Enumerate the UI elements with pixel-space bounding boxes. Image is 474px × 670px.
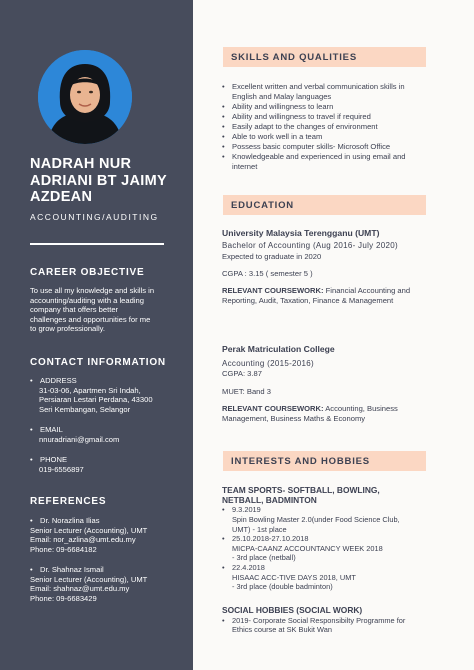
education-heading: EDUCATION bbox=[231, 200, 294, 211]
reference-title: Senior Lecturer (Accounting), UMT bbox=[30, 574, 148, 584]
address-line: Seri Kembangan, Selangor bbox=[39, 404, 131, 414]
education-matriculation bbox=[222, 345, 398, 423]
social-hobbies-heading: SOCIAL HOBBIES (SOCIAL WORK) bbox=[222, 605, 363, 615]
coursework-text: Management, Business Maths & Economy bbox=[222, 413, 366, 423]
coursework-text: Financial Accounting and bbox=[323, 285, 411, 295]
reference-2 bbox=[30, 565, 147, 603]
social-hobbies-list bbox=[222, 616, 405, 635]
name-line: NADRAH NUR bbox=[30, 156, 132, 172]
reference-phone: Phone: 09-6684182 bbox=[30, 544, 97, 554]
text-line: accounting/auditing with a leading bbox=[30, 295, 144, 305]
list-item: • 22.4.2018 bbox=[222, 563, 400, 573]
institution-name: Perak Matriculation College bbox=[222, 344, 335, 354]
bullet-icon: • bbox=[30, 455, 33, 464]
list-item: Ethics course at SK Bukit Wan bbox=[232, 625, 332, 635]
education-umt bbox=[222, 229, 410, 305]
institution-name: University Malaysia Terengganu (UMT) bbox=[222, 228, 380, 238]
reference-phone: Phone: 09-6683429 bbox=[30, 593, 97, 603]
list-item: internet bbox=[232, 162, 258, 171]
reference-email: Email: nor_azlina@umt.edu.my bbox=[30, 535, 136, 545]
coursework-label: RELEVANT COURSEWORK: bbox=[222, 285, 324, 295]
list-item: - 3rd place (double badminton) bbox=[232, 582, 333, 592]
education-heading-bar bbox=[223, 195, 426, 215]
list-item: English and Malay languages bbox=[232, 92, 332, 101]
phone-number: 019-6556897 bbox=[39, 464, 84, 474]
bullet-icon: • bbox=[30, 565, 33, 574]
list-item: • Possess basic computer skills- Microsoft Office bbox=[222, 142, 406, 152]
program-name: Bachelor of Accounting (Aug 2016- July 2020) bbox=[222, 240, 398, 250]
cgpa: CGPA : 3.15 ( semester 5 ) bbox=[222, 269, 313, 279]
reference-name: Dr. Shahnaz Ismail bbox=[40, 565, 104, 574]
list-item: • 9.3.2019 bbox=[222, 505, 400, 515]
list-item: Spin Bowling Master 2.0(under Food Science Club, bbox=[232, 515, 400, 524]
list-item: • Ability and willingness to travel if required bbox=[222, 112, 406, 122]
reference-title: Senior Lecturer (Accounting), UMT bbox=[30, 525, 148, 535]
bullet-icon: • bbox=[30, 376, 33, 385]
contact-phone bbox=[30, 455, 84, 474]
list-item: • Easily adapt to the changes of environment bbox=[222, 122, 406, 132]
coursework-label: RELEVANT COURSEWORK: bbox=[222, 403, 324, 413]
list-item: HISAAC ACC-TIVE DAYS 2018, UMT bbox=[232, 572, 356, 582]
muet: MUET: Band 3 bbox=[222, 387, 271, 397]
skills-heading: SKILLS AND QUALITIES bbox=[231, 52, 357, 63]
profile-photo bbox=[38, 50, 132, 144]
coursework-text: Reporting, Audit, Taxation, Finance & Management bbox=[222, 295, 394, 305]
career-objective-heading: CAREER OBJECTIVE bbox=[30, 267, 145, 278]
list-item: MICPA-CAANZ ACCOUNTANCY WEEK 2018 bbox=[232, 543, 383, 553]
interests-heading-bar bbox=[223, 451, 426, 471]
text-line: company that offers better bbox=[30, 305, 119, 315]
address-label: ADDRESS bbox=[40, 376, 77, 385]
graduation-note: Expected to graduate in 2020 bbox=[222, 252, 322, 262]
list-item: • 25.10.2018-27.10.2018 bbox=[222, 534, 400, 544]
list-item: - 3rd place (netball) bbox=[232, 553, 296, 563]
address-line: 31-03-06, Apartmen Sri Indah, bbox=[39, 385, 141, 395]
phone-label: PHONE bbox=[40, 455, 68, 464]
email-link[interactable]: nnuradriani@gmail.com bbox=[39, 434, 120, 444]
text-line: To use all my knowledge and skills in bbox=[30, 286, 155, 295]
team-sports bbox=[222, 486, 400, 592]
address-line: Persiaran Lestari Perdana, 43300 bbox=[39, 395, 153, 405]
team-sports-heading: TEAM SPORTS- SOFTBALL, BOWLING, bbox=[222, 485, 380, 495]
name-line: ADRIANI BT JAIMY bbox=[30, 172, 167, 189]
team-sports-list bbox=[222, 505, 400, 591]
contact-heading: CONTACT INFORMATION bbox=[30, 357, 166, 368]
list-item: • Ability and willingness to learn bbox=[222, 102, 406, 112]
candidate-name bbox=[30, 156, 190, 206]
skills-list bbox=[222, 82, 406, 172]
name-line: AZDEAN bbox=[30, 189, 93, 205]
divider bbox=[30, 243, 164, 245]
team-sports-heading: NETBALL, BADMINTON bbox=[222, 494, 317, 505]
skills-heading-bar bbox=[223, 47, 426, 67]
contact-address bbox=[30, 376, 153, 414]
contact-email bbox=[30, 425, 119, 444]
references-heading: REFERENCES bbox=[30, 496, 107, 507]
program-name: Accounting (2015-2016) bbox=[222, 358, 314, 368]
list-item: • Able to work well in a team bbox=[222, 132, 406, 142]
reference-name: Dr. Norazlina Ilias bbox=[40, 516, 100, 525]
text-line: to grow professionally. bbox=[30, 324, 105, 334]
reference-1 bbox=[30, 516, 147, 554]
text-line: challenges and opportunities for me bbox=[30, 314, 151, 324]
list-item: UMT) - 1st place bbox=[232, 524, 287, 534]
cgpa: CGPA: 3.87 bbox=[222, 369, 262, 379]
list-item: • Knowledgeable and experienced in using email and bbox=[222, 152, 406, 162]
interests-heading: INTERESTS AND HOBBIES bbox=[231, 456, 370, 467]
coursework-text: Accounting, Business bbox=[323, 403, 398, 413]
bullet-icon: • bbox=[30, 516, 33, 525]
list-item: • 2019- Corporate Social Responsibilty Programme for bbox=[222, 616, 405, 626]
career-objective-text bbox=[30, 286, 154, 334]
social-hobbies bbox=[222, 606, 405, 635]
bullet-icon: • bbox=[30, 425, 33, 434]
list-item: • Excellent written and verbal communication skills in bbox=[222, 82, 406, 92]
reference-email: Email: shahnaz@umt.edu.my bbox=[30, 584, 130, 594]
email-label: EMAIL bbox=[40, 425, 63, 434]
candidate-role: ACCOUNTING/AUDITING bbox=[30, 212, 159, 222]
